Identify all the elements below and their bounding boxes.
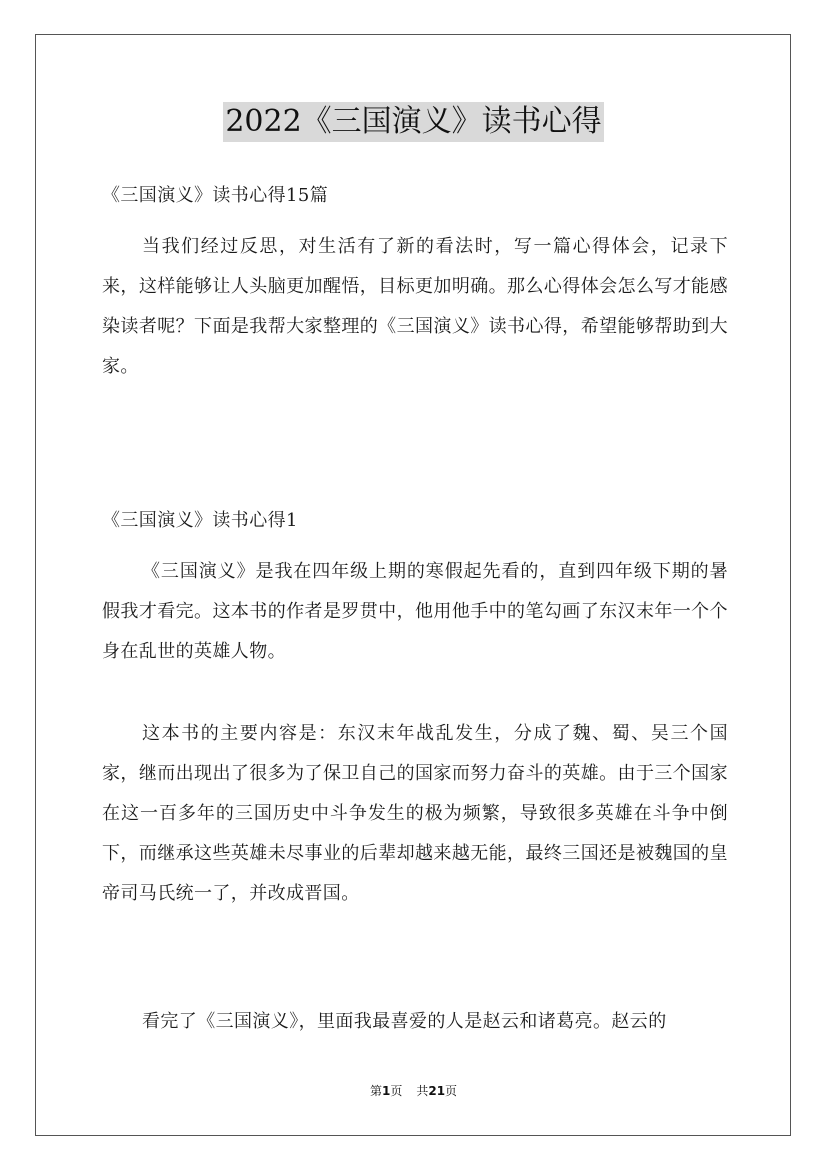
body-paragraph-1: 《三国演义》是我在四年级上期的寒假起先看的，直到四年级下期的暑假我才看完。这本书的作者是罗贯中，他用他手中的笔勾画了东汉末年一个个身在乱世的英雄人物。 bbox=[102, 561, 728, 662]
title-container bbox=[0, 102, 827, 142]
section-heading: 《三国演义》读书心得1 bbox=[102, 510, 298, 531]
body-paragraph-2: 这本书的主要内容是：东汉末年战乱发生，分成了魏、蜀、吴三个国家，继而出现出了很多为了保卫自己的国家而努力奋斗的英雄。由于三个国家在这一百多年的三国历史中斗争发生的极为频繁，导致很多英雄在斗争中倒下，而继承这些英雄未尽事业的后辈却越来越无能，最终三国还是被魏国的皇帝司马氏统一了，并改成晋国。 bbox=[102, 723, 728, 904]
footer-total-pages: 21 bbox=[428, 1084, 446, 1098]
footer-total-prefix: 共 bbox=[416, 1084, 429, 1098]
footer-total-suffix: 页 bbox=[445, 1084, 458, 1098]
body-paragraph-3: 看完了《三国演义》，里面我最喜爱的人是赵云和诸葛亮。赵云的 bbox=[142, 1011, 667, 1032]
document-subtitle: 《三国演义》读书心得15篇 bbox=[102, 185, 329, 206]
intro-paragraph: 当我们经过反思，对生活有了新的看法时，写一篇心得体会，记录下来，这样能够让人头脑更加醒悟，目标更加明确。那么心得体会怎么写才能感染读者呢？下面是我帮大家整理的《三国演义》读书心得，希望能够帮助到大家。 bbox=[102, 236, 728, 377]
footer-page-prefix: 第 bbox=[369, 1084, 382, 1098]
footer-page-number: 1 bbox=[381, 1084, 391, 1098]
footer-page-suffix: 页 bbox=[390, 1084, 403, 1098]
page-footer bbox=[0, 1083, 827, 1099]
document-title: 2022《三国演义》读书心得 bbox=[223, 102, 603, 142]
